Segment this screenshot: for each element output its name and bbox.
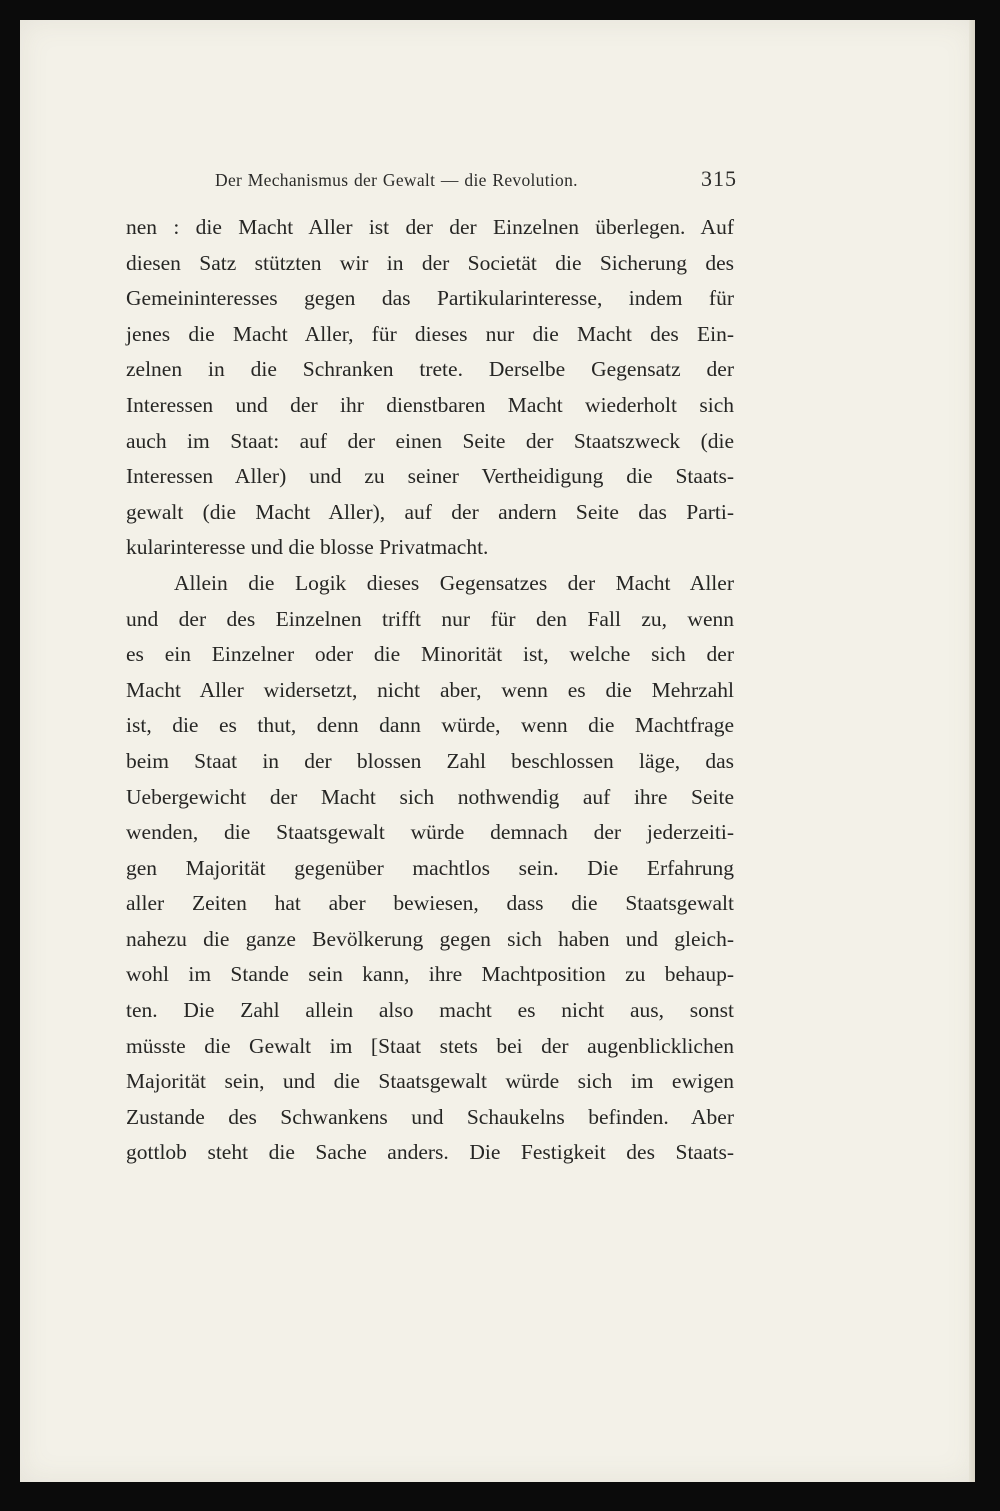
page-edge: [969, 20, 975, 1482]
text-line: zelnen in die Schranken trete. Derselbe Gegensatz der: [126, 357, 734, 382]
text-line: gewalt (die Macht Aller), auf der andern Seite das Parti-: [126, 499, 734, 524]
paragraph-start-line: Allein die Logik dieses Gegensatzes der Macht Aller: [174, 570, 734, 595]
body-text: [126, 210, 734, 1171]
text-line: wohl im Stande sein kann, ihre Machtposition zu behaup-: [126, 962, 734, 987]
running-head: [215, 166, 755, 196]
text-line: gottlob steht die Sache anders. Die Festigkeit des Staats-: [126, 1140, 734, 1165]
text-line: nahezu die ganze Bevölkerung gegen sich haben und gleich-: [126, 926, 734, 951]
text-line: Zustande des Schwankens und Schaukelns befinden. Aber: [126, 1104, 734, 1129]
text-line: diesen Satz stützten wir in der Societät die Sicherung des: [126, 250, 734, 275]
text-line: Macht Aller widersetzt, nicht aber, wenn es die Mehrzahl: [126, 677, 734, 702]
text-line: es ein Einzelner oder die Minorität ist, welche sich der: [126, 642, 734, 667]
text-line: Gemeininteresses gegen das Partikularinteresse, indem für: [126, 286, 734, 311]
text-line: wenden, die Staatsgewalt würde demnach der jederzeiti-: [126, 820, 734, 845]
text-line: gen Majorität gegenüber machtlos sein. Die Erfahrung: [126, 855, 734, 880]
text-line: ten. Die Zahl allein also macht es nicht aus, sonst: [126, 998, 734, 1023]
text-line: jenes die Macht Aller, für dieses nur die Macht des Ein-: [126, 321, 734, 346]
text-line: ist, die es thut, denn dann würde, wenn die Machtfrage: [126, 713, 734, 738]
text-line: und der des Einzelnen trifft nur für den Fall zu, wenn: [126, 606, 734, 631]
text-line: auch im Staat: auf der einen Seite der Staatszweck (die: [126, 428, 734, 453]
paragraph-end-line: kularinteresse und die blosse Privatmacht.: [126, 535, 489, 560]
running-head-title: Der Mechanismus der Gewalt — die Revolution.: [215, 170, 578, 190]
text-line: Uebergewicht der Macht sich nothwendig auf ihre Seite: [126, 784, 734, 809]
page-number: 315: [701, 166, 737, 191]
text-line: nen : die Macht Aller ist der der Einzelnen überlegen. Auf: [126, 215, 734, 239]
text-line: Interessen Aller) und zu seiner Vertheidigung die Staats-: [126, 464, 734, 489]
text-line: Majorität sein, und die Staatsgewalt würde sich im ewigen: [126, 1069, 734, 1094]
text-line: aller Zeiten hat aber bewiesen, dass die Staatsgewalt: [126, 891, 734, 916]
text-line: beim Staat in der blossen Zahl beschlossen läge, das: [126, 748, 734, 773]
text-line: müsste die Gewalt im [Staat stets bei der augenblicklichen: [126, 1033, 734, 1058]
text-line: Interessen und der ihr dienstbaren Macht wiederholt sich: [126, 392, 734, 417]
